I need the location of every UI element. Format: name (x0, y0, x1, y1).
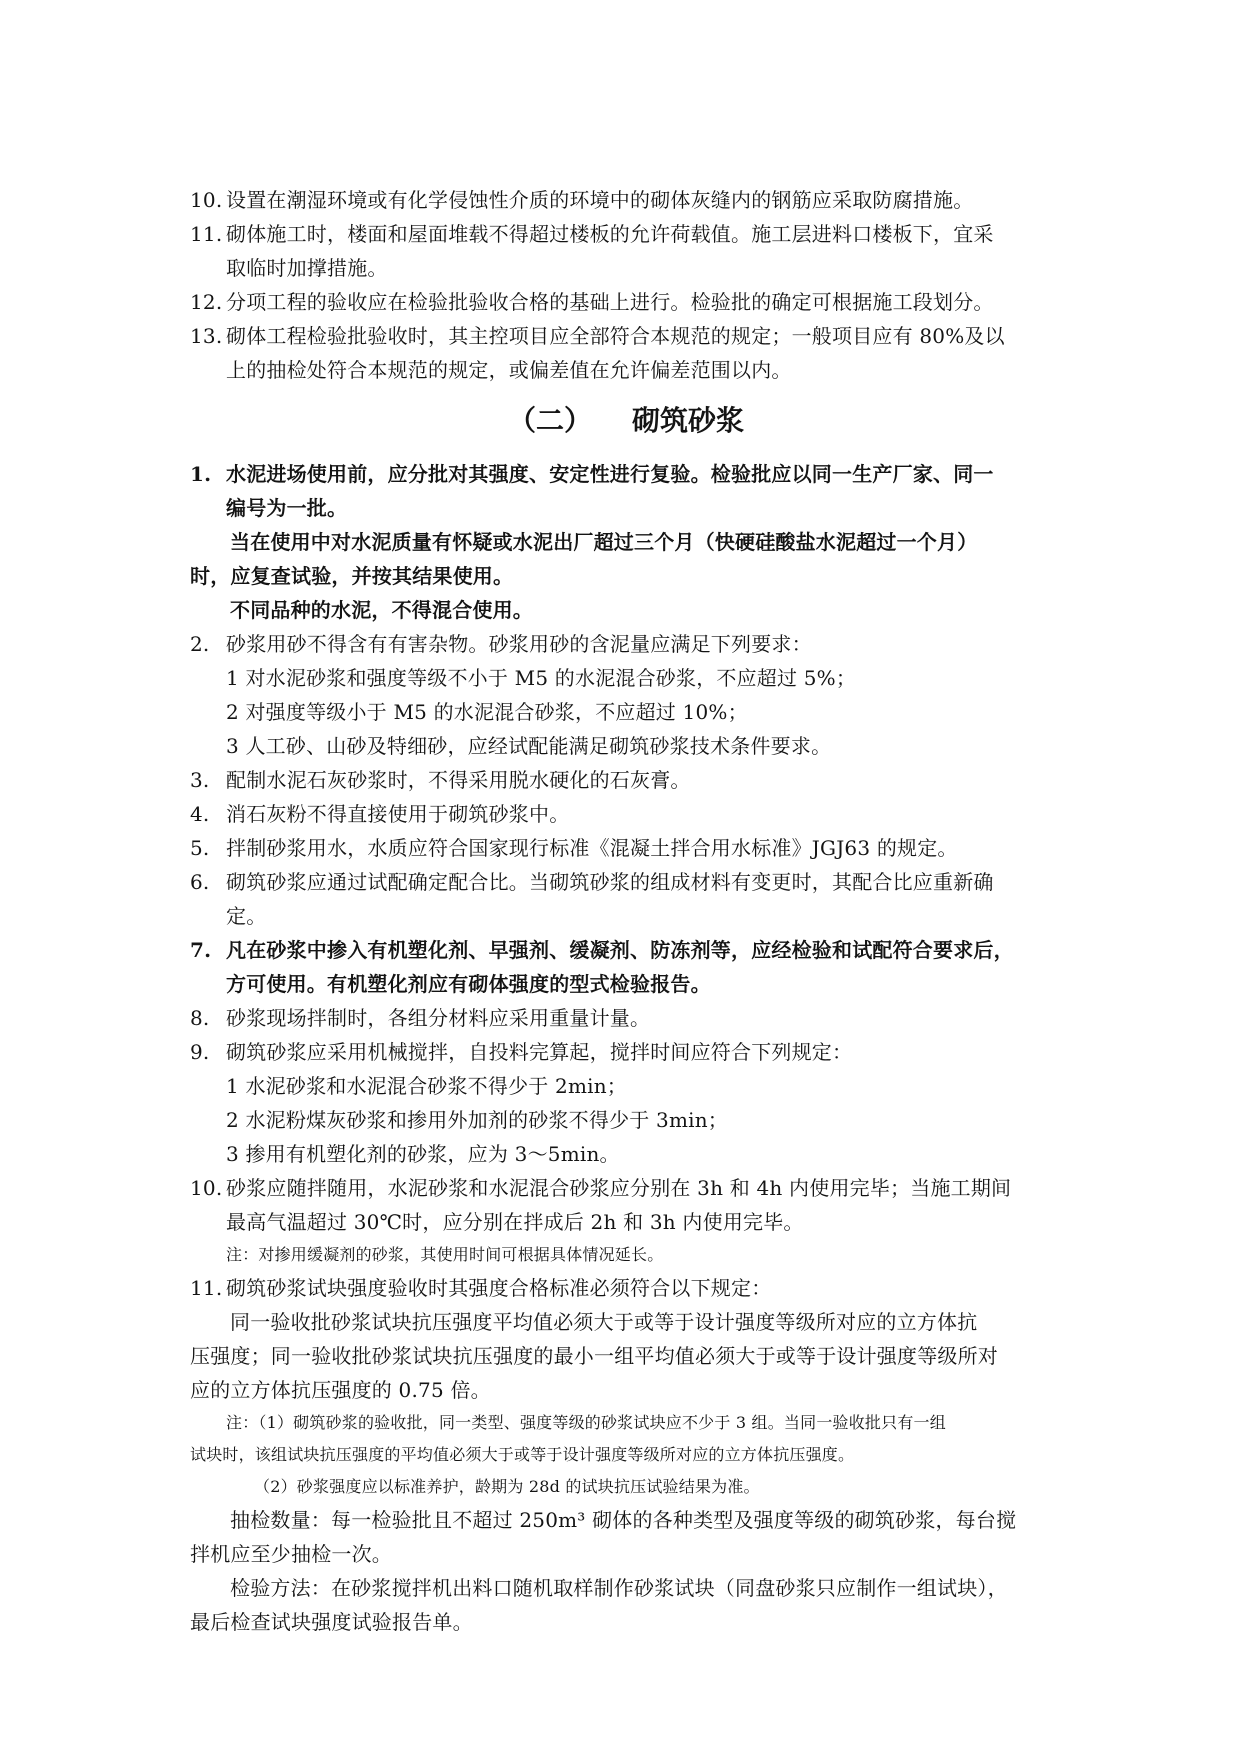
sub-item: 3 人工砂、山砂及特细砂，应经试配能满足砌筑砂浆技术条件要求。 (226, 734, 832, 758)
item-number: 10. (190, 1176, 223, 1200)
section-heading (190, 389, 1062, 453)
item-text: 水泥进场使用前，应分批对其强度、安定性进行复验。检验批应以同一生产厂家、同一 (226, 462, 994, 486)
note: 注：对掺用缓凝剂的砂浆，其使用时间可根据具体情况延长。 (226, 1245, 664, 1264)
list-item (190, 933, 1062, 967)
item-number: 10. (190, 188, 223, 212)
item-text-continuation: 编号为一批。 (226, 496, 348, 520)
item-number: 11. (190, 1276, 223, 1300)
list-item (190, 763, 1062, 797)
sub-item: 2 对强度等级小于 M5 的水泥混合砂浆，不应超过 10%； (226, 700, 748, 724)
item-number: 5. (190, 836, 210, 860)
list-item (190, 831, 1062, 865)
paragraph: 不同品种的水泥，不得混合使用。 (230, 598, 533, 622)
item-number: 6. (190, 870, 210, 894)
item-number: 11. (190, 222, 223, 246)
item-text: 砌体施工时，楼面和屋面堆载不得超过楼板的允许荷载值。施工层进料口楼板下，宜采 (226, 222, 994, 246)
paragraph-continuation: 应的立方体抗压强度的 0.75 倍。 (190, 1378, 491, 1402)
sub-item: 2 水泥粉煤灰砂浆和掺用外加剂的砂浆不得少于 3min； (226, 1108, 729, 1132)
item-number: 7. (190, 938, 212, 962)
item-text: 砂浆用砂不得含有有害杂物。砂浆用砂的含泥量应满足下列要求： (226, 632, 812, 656)
note: （2）砂浆强度应以标准养护，龄期为 28d 的试块抗压试验结果为准。 (254, 1477, 760, 1496)
paragraph-continuation: 最后检查试块强度试验报告单。 (190, 1610, 473, 1634)
item-text: 设置在潮湿环境或有化学侵蚀性介质的环境中的砌体灰缝内的钢筋应采取防腐措施。 (226, 188, 974, 212)
list-item (190, 1271, 1062, 1305)
page-content (190, 183, 1062, 1639)
item-text: 砌筑砂浆应通过试配确定配合比。当砌筑砂浆的组成材料有变更时，其配合比应重新确 (226, 870, 994, 894)
item-text-continuation: 定。 (226, 904, 267, 928)
section-title: 砌筑砂浆 (632, 404, 745, 437)
item-text: 消石灰粉不得直接使用于砌筑砂浆中。 (226, 802, 570, 826)
item-text-continuation: 上的抽检处符合本规范的规定，或偏差值在允许偏差范围以内。 (226, 358, 792, 382)
paragraph: 当在使用中对水泥质量有怀疑或水泥出厂超过三个月（快硬硅酸盐水泥超过一个月） (230, 530, 978, 554)
item-text: 砌筑砂浆试块强度验收时其强度合格标准必须符合以下规定： (226, 1276, 772, 1300)
item-text-continuation: 取临时加撑措施。 (226, 256, 388, 280)
item-number: 9. (190, 1040, 210, 1064)
item-text-continuation: 最高气温超过 30℃时，应分别在拌成后 2h 和 3h 内使用完毕。 (226, 1210, 804, 1234)
item-text: 砌筑砂浆应采用机械搅拌，自投料完算起，搅拌时间应符合下列规定： (226, 1040, 853, 1064)
item-number: 12. (190, 290, 223, 314)
list-item (190, 1171, 1062, 1205)
paragraph: 抽检数量：每一检验批且不超过 250m³ 砌体的各种类型及强度等级的砌筑砂浆，每台搅 (230, 1508, 1017, 1532)
note-continuation: 试块时，该组试块抗压强度的平均值必须大于或等于设计强度等级所对应的立方体抗压强度。 (190, 1445, 855, 1464)
paragraph: 同一验收批砂浆试块抗压强度平均值必须大于或等于设计强度等级所对应的立方体抗 (230, 1310, 978, 1334)
item-text: 砌体工程检验批验收时，其主控项目应全部符合本规范的规定；一般项目应有 80%及以 (226, 324, 1005, 348)
list-item (190, 217, 1062, 251)
item-number: 1. (190, 462, 212, 486)
list-item (190, 627, 1062, 661)
item-number: 13. (190, 324, 223, 348)
item-text: 分项工程的验收应在检验批验收合格的基础上进行。检验批的确定可根据施工段划分。 (226, 290, 994, 314)
paragraph: 检验方法：在砂浆搅拌机出料口随机取样制作砂浆试块（同盘砂浆只应制作一组试块）， (230, 1576, 1008, 1600)
item-number: 2. (190, 632, 210, 656)
item-text: 砂浆应随拌随用，水泥砂浆和水泥混合砂浆应分别在 3h 和 4h 内使用完毕；当施工期间 (226, 1176, 1012, 1200)
paragraph-continuation: 时，应复查试验，并按其结果使用。 (190, 564, 514, 588)
sub-item: 3 掺用有机塑化剂的砂浆，应为 3～5min。 (226, 1142, 620, 1166)
item-number: 3. (190, 768, 210, 792)
item-text: 配制水泥石灰砂浆时，不得采用脱水硬化的石灰膏。 (226, 768, 691, 792)
item-text: 砂浆现场拌制时，各组分材料应采用重量计量。 (226, 1006, 651, 1030)
list-item (190, 1001, 1062, 1035)
list-item (190, 797, 1062, 831)
item-number: 8. (190, 1006, 210, 1030)
list-item (190, 457, 1062, 491)
list-item (190, 1035, 1062, 1069)
sub-item: 1 水泥砂浆和水泥混合砂浆不得少于 2min； (226, 1074, 628, 1098)
note: 注：（1）砌筑砂浆的验收批，同一类型、强度等级的砂浆试块应不少于 3 组。当同一验收批只有一组 (226, 1413, 946, 1432)
list-item (190, 183, 1062, 217)
paragraph-continuation: 压强度；同一验收批砂浆试块抗压强度的最小一组平均值必须大于或等于设计强度等级所对 (190, 1344, 998, 1368)
list-item (190, 319, 1062, 353)
item-number: 4. (190, 802, 210, 826)
item-text-continuation: 方可使用。有机塑化剂应有砌体强度的型式检验报告。 (226, 972, 711, 996)
section-number: （二） (507, 404, 592, 437)
item-text: 凡在砂浆中掺入有机塑化剂、早强剂、缓凝剂、防冻剂等，应经检验和试配符合要求后， (226, 938, 1014, 962)
list-item (190, 865, 1062, 899)
item-text: 拌制砂浆用水，水质应符合国家现行标准《混凝土拌合用水标准》JGJ63 的规定。 (226, 836, 958, 860)
sub-item: 1 对水泥砂浆和强度等级不小于 M5 的水泥混合砂浆，不应超过 5%； (226, 666, 857, 690)
paragraph-continuation: 拌机应至少抽检一次。 (190, 1542, 392, 1566)
list-item (190, 285, 1062, 319)
